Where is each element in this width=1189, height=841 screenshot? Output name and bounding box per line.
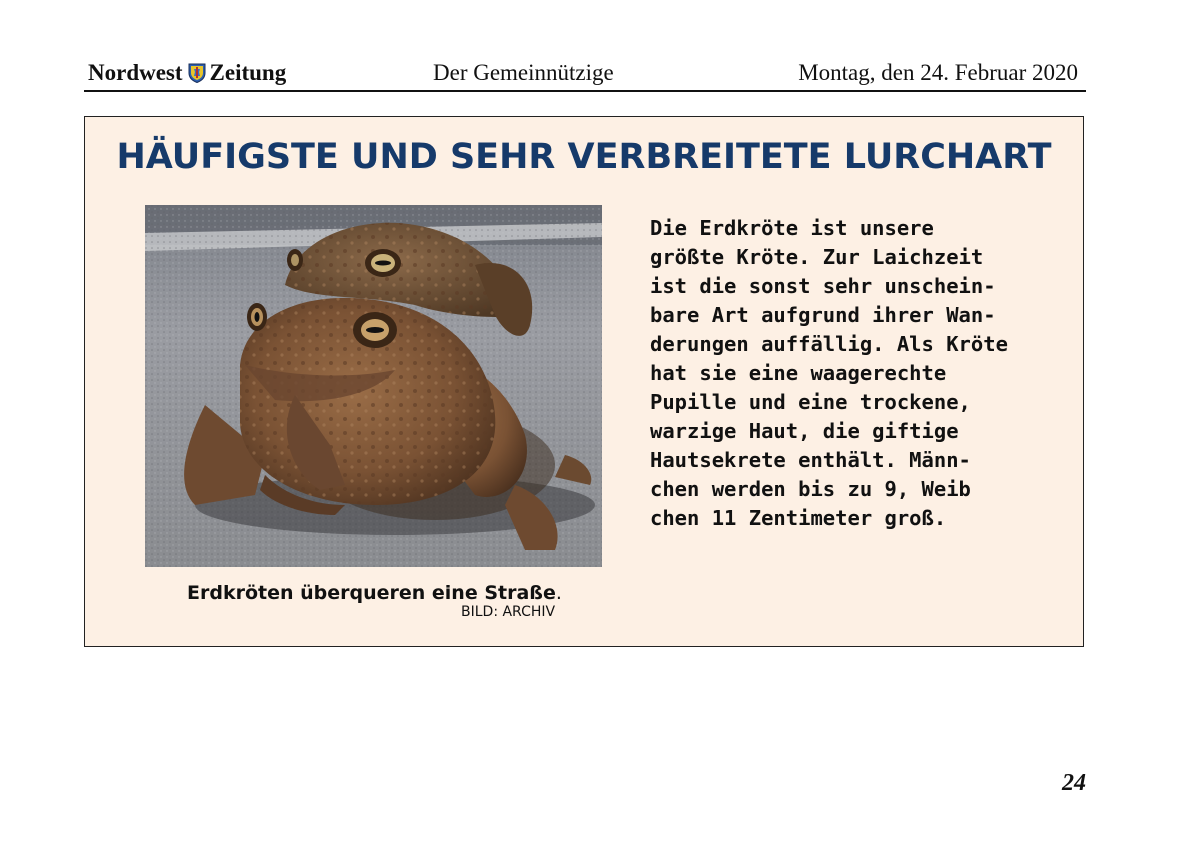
toad-photo: [145, 205, 602, 567]
issue-date: Montag, den 24. Februar 2020: [798, 60, 1078, 85]
body-line: derungen auffällig. Als Kröte: [650, 332, 1008, 356]
publication-name-left: Nordwest: [88, 60, 183, 85]
body-line: hat sie eine waagerechte: [650, 361, 947, 385]
page-number: 24: [1062, 770, 1086, 796]
body-line: chen werden bis zu 9, Weib: [650, 477, 971, 501]
section-name: Der Gemeinnützige: [433, 60, 614, 85]
coat-of-arms-icon: [188, 63, 206, 83]
masthead-divider: [84, 90, 1086, 92]
publication-name: [88, 60, 286, 86]
body-line: Hautsekrete enthält. Männ-: [650, 448, 971, 472]
body-line: bare Art aufgrund ihrer Wan-: [650, 303, 996, 327]
body-line: Pupille und eine trockene,: [650, 390, 971, 414]
article-body: [650, 214, 1050, 533]
body-line: größte Kröte. Zur Laichzeit: [650, 245, 984, 269]
body-line: chen 11 Zentimeter groß.: [650, 506, 947, 530]
article-headline: HÄUFIGSTE UND SEHR VERBREITETE LURCHART: [116, 137, 1052, 177]
photo-caption: Erdkröten überqueren eine Straße.: [187, 582, 562, 604]
body-line: Die Erdkröte ist unsere: [650, 216, 934, 240]
publication-name-right: Zeitung: [209, 60, 287, 85]
masthead: [84, 58, 1086, 92]
photo-credit: BILD: ARCHIV: [461, 604, 556, 620]
body-line: ist die sonst sehr unschein-: [650, 274, 996, 298]
article-box: [84, 116, 1084, 647]
body-line: warzige Haut, die giftige: [650, 419, 959, 443]
